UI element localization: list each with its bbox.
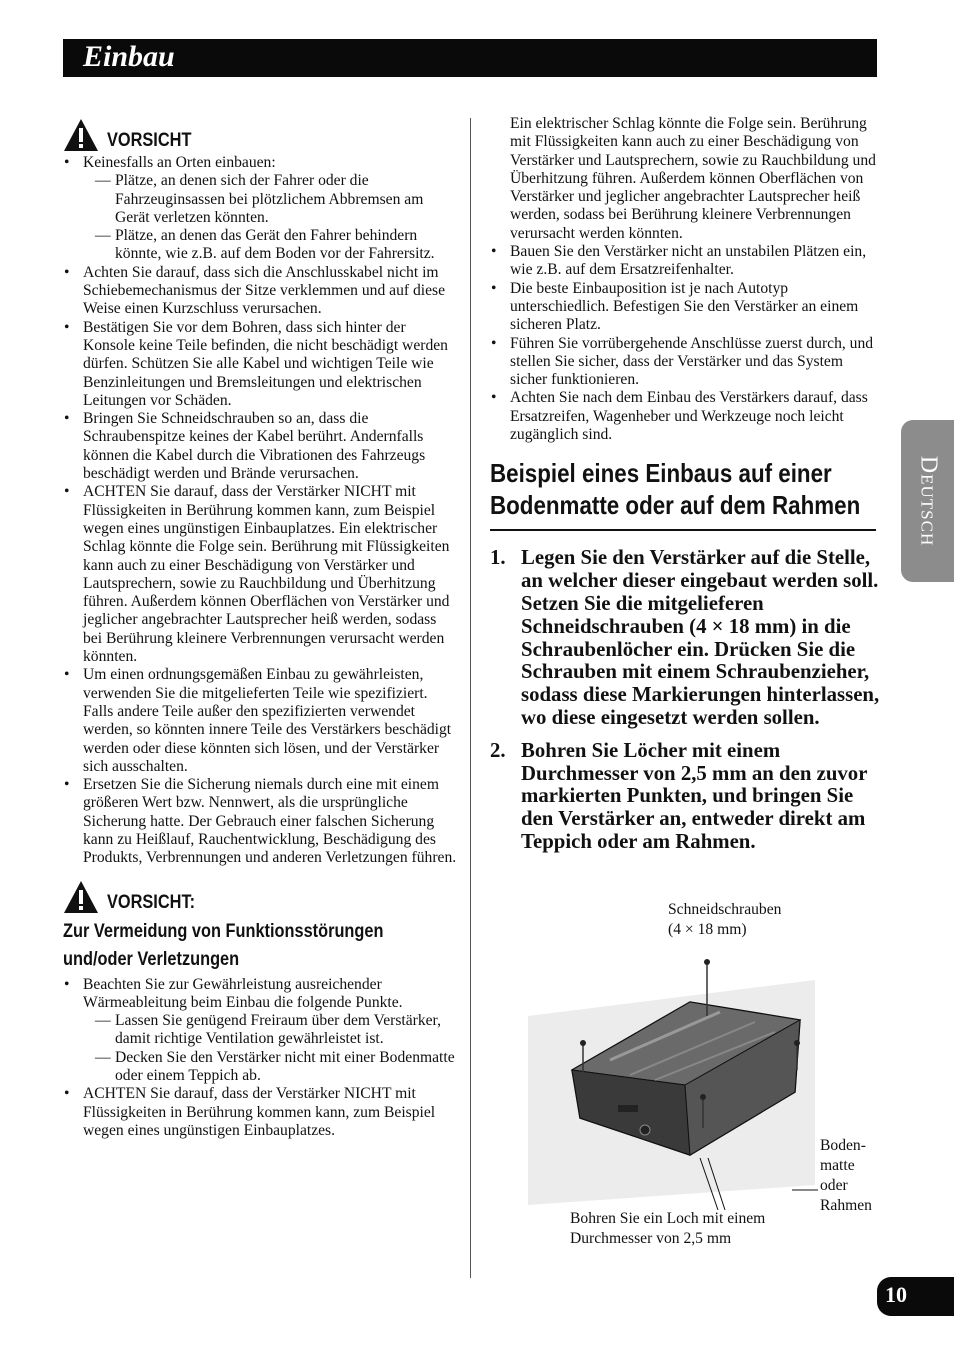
page-title: Einbau (83, 40, 175, 73)
section-title: Beispiel eines Einbaus auf einer Bodenmatte oder auf dem Rahmen (490, 458, 861, 521)
drill-hole-label: Bohren Sie ein Loch mit einem Durchmesser von 2,5 mm (570, 1210, 766, 1247)
list-item: • Ersetzen Sie die Sicherung niemals durch eine mit einem größeren Wert bzw. Nennwert, als die ursprüngliche Sicherung hatte. Der Gebrauch einer falschen Sicherung kann zu Heißlauf, Rauchentwicklung, Beschädigung des Produkts, Verbrennungen und anderen Verletzungen führen. (63, 776, 458, 867)
page-number: 10 (885, 1282, 907, 1307)
left-column (63, 118, 458, 1140)
caution-label: VORSICHT (107, 130, 192, 151)
column-divider (470, 118, 471, 1278)
dash-item: — Plätze, an denen sich der Fahrer oder die Fahrzeuginsassen bei plötzlichem Abbremsen am Gerät verletzen könnten. (63, 172, 458, 227)
list-item: • Die beste Einbauposition ist je nach Autotyp unterschiedlich. Befestigen Sie den Verstärker an einem sicheren Platz. (490, 280, 882, 335)
step-item (490, 740, 882, 854)
language-tab (901, 420, 954, 582)
step-text: Bohren Sie Löcher mit einem Durchmesser von 2,5 mm an den zuvor markierten Punkten, und bringen Sie den Verstärker an, entweder direkt am Teppich oder am Rahmen. (521, 738, 868, 853)
caution-label: VORSICHT: (107, 891, 196, 913)
continued-text: Ein elektrischer Schlag könnte die Folge sein. Berührung mit Flüssigkeiten kann auch zu einer Beschädigung von Verstärker und Lautsprechern, sowie zu Rauchbildung und Überhitzung führen. Außerdem können Oberflächen von Verstärker und jeglicher angebrachter Lautsprecher heiß werden, sodass bei Berührung kleinere Verbrennungen verursacht werden könnten. (510, 115, 876, 242)
caution-heading (63, 880, 458, 914)
list-item: • Führen Sie vorrübergehende Anschlüsse zuerst durch, und stellen Sie sicher, dass der Verstärker und das System sicher funktionieren. (490, 335, 882, 390)
caution-heading (63, 118, 458, 152)
step-item (490, 547, 882, 729)
steps-list (490, 547, 882, 853)
right-column (490, 115, 882, 864)
mat-frame-label: Boden- matte oder Rahmen (820, 1137, 872, 1214)
caution-list (490, 243, 882, 444)
list-item: • Achten Sie darauf, dass sich die Anschlusskabel nicht im Schiebemechanismus der Sitze verklemmen und auf diese Weise einen Kurzschluss verursachen. (63, 264, 458, 319)
list-item: • Bauen Sie den Verstärker nicht an unstabilen Plätzen ein, wie z.B. auf dem Ersatzreifenhalter. (490, 243, 882, 280)
warning-icon (63, 880, 99, 914)
list-item: • Achten Sie nach dem Einbau des Verstärkers darauf, dass Ersatzreifen, Wagenheber und Werkzeuge noch leicht zugänglich sind. (490, 389, 882, 444)
dash-item: — Lassen Sie genügend Freiraum über dem Verstärker, damit richtige Ventilation gewährleistet ist. (63, 1012, 458, 1049)
list-item: • Um einen ordnungsgemäßen Einbau zu gewährleisten, verwenden Sie die mitgelieferten Teile wie spezifiziert. Falls andere Teile außer den spezifizierten verwendet werden, so könnten innere Teile des Verstärkers beschädigt werden oder diese könnten sich lösen, und der Verstärker sich ausschalten. (63, 666, 458, 776)
section-header-bar (63, 39, 877, 77)
caution-subheading: Zur Vermeidung von Funktionsstörungen und/oder Verletzungen (63, 920, 384, 970)
list-item: • Beachten Sie zur Gewährleistung ausreichender Wärmeableitung beim Einbau die folgende Punkte. — Lassen Sie genügend Freiraum über dem Verstärker, damit richtige Ventilation gewährleistet ist. — Decken Sie den Verstärker nicht mit einer Bodenmatte oder einem Teppich ab. (63, 976, 458, 1086)
dash-item: — Plätze, an denen das Gerät den Fahrer behindern könnte, wie z.B. auf dem Boden vor der Fahrersitz. (63, 227, 458, 264)
amplifier-illustration (520, 950, 820, 1210)
dash-item: — Decken Sie den Verstärker nicht mit einer Bodenmatte oder einem Teppich ab. (63, 1049, 458, 1086)
section-rule (490, 529, 876, 531)
list-item: • ACHTEN Sie darauf, dass der Verstärker NICHT mit Flüssigkeiten in Berührung kommen kann, zum Beispiel wegen eines ungünstigen Einbauplatzes. (63, 1085, 458, 1140)
list-item: • Keinesfalls an Orten einbauen: — Plätze, an denen sich der Fahrer oder die Fahrzeuginsassen bei plötzlichem Abbremsen am Gerät verletzen könnten. — Plätze, an denen das Gerät den Fahrer behindern könnte, wie z.B. auf dem Boden vor der Fahrersitz. (63, 154, 458, 264)
step-number: 1. (490, 546, 506, 570)
warning-icon (63, 118, 99, 152)
page-number-badge (877, 1277, 954, 1316)
step-text: Legen Sie den Verstärker auf die Stelle, an welcher dieser eingebaut werden soll. Setzen Sie die mitgelieferen Schneidschrauben (4 × 18 mm) in die Schraubenlöcher ein. Drücken Sie die Schrauben mit einem Schraubenzieher, sodass diese Markierungen hinterlassen, wo diese eingesetzt werden sollen. (521, 546, 880, 729)
step-number: 2. (490, 738, 506, 762)
list-item: • Bestätigen Sie vor dem Bohren, dass sich hinter der Konsole keine Teile befinden, die nicht beschädigt werden dürfen. Schützen Sie alle Kabel und wichtigen Teile wie Benzinleitungen und Bremsleitungen und elektrischen Leitungen vor Schäden. (63, 319, 458, 410)
caution-list (63, 154, 458, 868)
screws-label: Schneidschrauben (4 × 18 mm) (668, 901, 782, 938)
caution-list (63, 976, 458, 1141)
language-tab-label: Deutsch (915, 455, 941, 547)
list-item: • ACHTEN Sie darauf, dass der Verstärker NICHT mit Flüssigkeiten in Berührung kommen kann, zum Beispiel wegen eines ungünstigen Einbauplatzes. Ein elektrischer Schlag könnte die Folge sein. Berührung mit Flüssigkeiten kann auch zu einer Beschädigung von Verstärker und Lautsprechern, sowie zu Rauchbildung und Überhitzung führen. Außerdem können Oberflächen von Verstärker und jeglicher angebrachter Lautsprecher heiß werden, sodass bei Berührung kleinere Verbrennungen verursacht werden könnten. (63, 483, 458, 666)
list-item: • Bringen Sie Schneidschrauben so an, dass die Schraubenspitze keines der Kabel berührt. Andernfalls können die Kabel durch die Vibrationen des Fahrzeugs beschädigt werden und Brände verursachen. (63, 410, 458, 483)
